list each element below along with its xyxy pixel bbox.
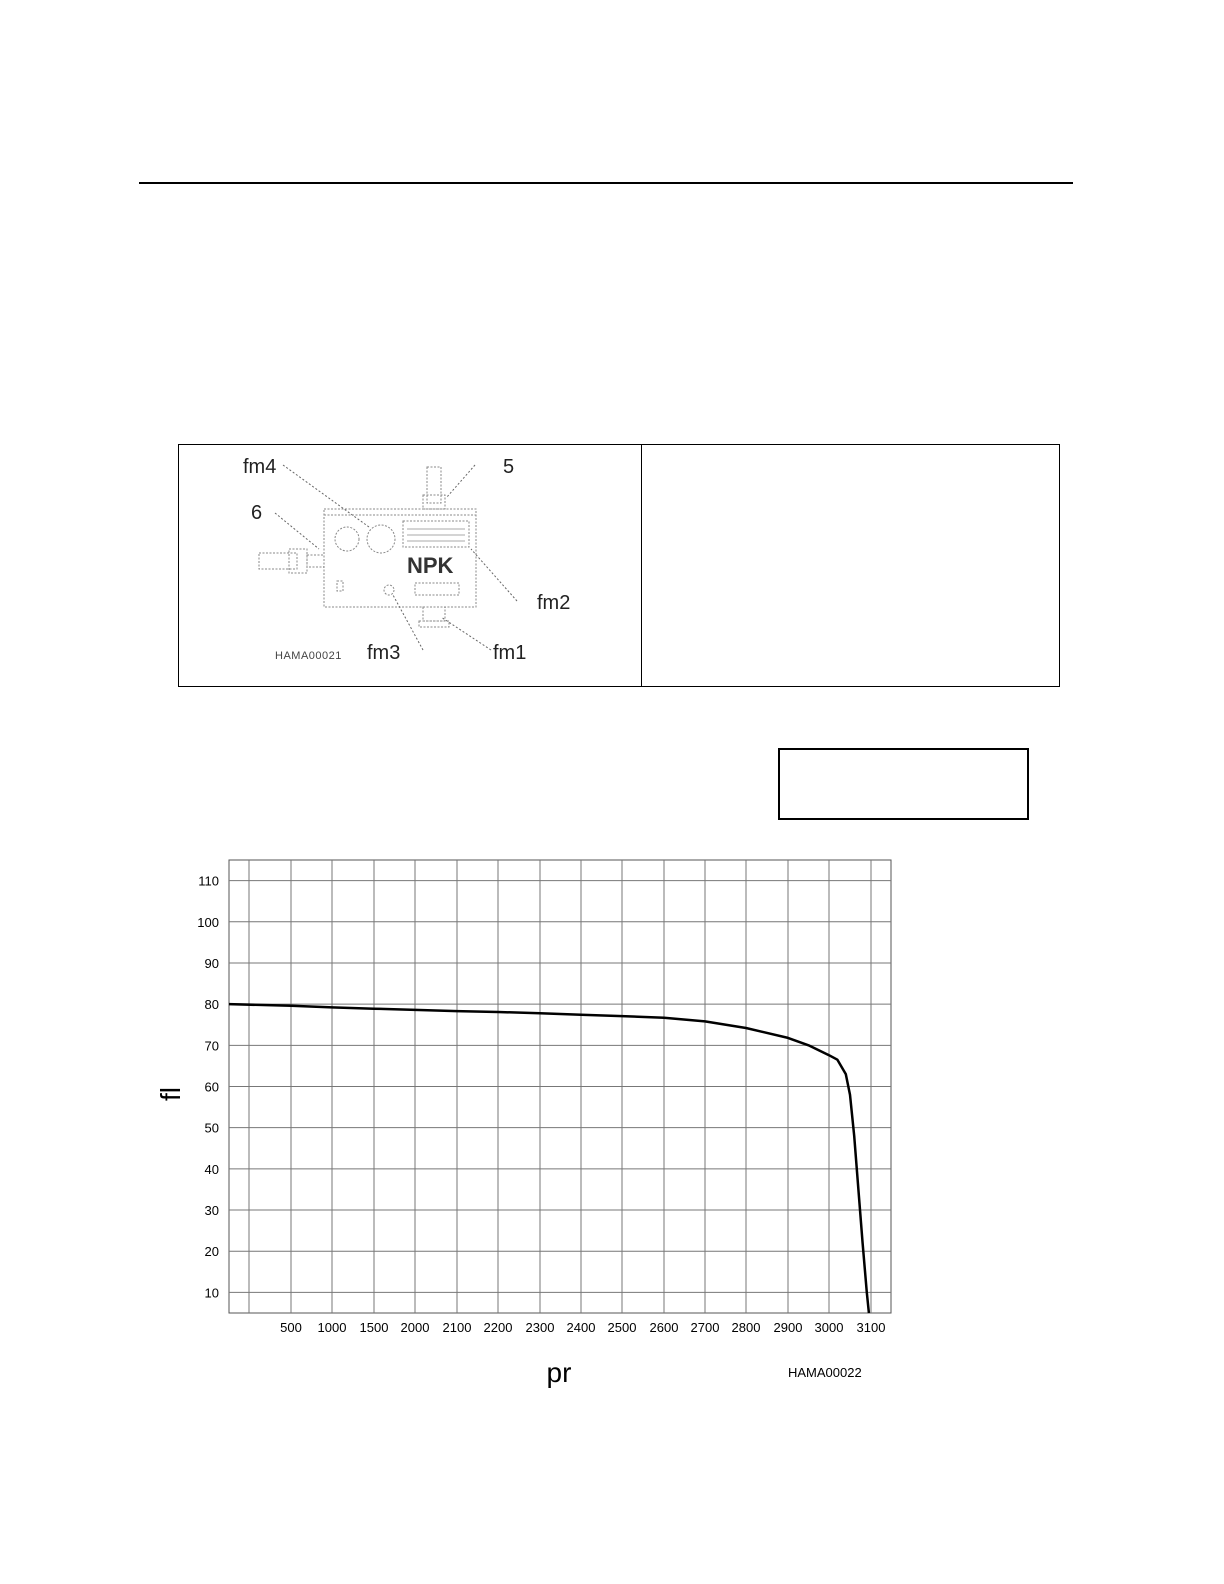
empty-label-box [778, 748, 1029, 820]
y-tick-label: 50 [204, 1120, 219, 1136]
x-tick-label: 2700 [690, 1320, 720, 1335]
chart-ticks [197, 874, 885, 1335]
x-tick-label: 1000 [317, 1320, 347, 1335]
y-tick-label: 20 [204, 1244, 219, 1260]
chart-series [229, 1004, 869, 1313]
y-tick-label: 10 [204, 1285, 219, 1301]
x-tick-label: 1500 [359, 1320, 389, 1335]
chart-grid [229, 860, 891, 1313]
callout-fm2: fm2 [537, 592, 571, 614]
flow-pressure-chart [0, 840, 1224, 1400]
y-tick-label: 110 [198, 873, 219, 889]
y-axis-label: fl [155, 1087, 186, 1101]
x-tick-label: 2100 [442, 1320, 472, 1335]
table-divider [641, 445, 642, 686]
x-tick-label: 2900 [773, 1320, 803, 1335]
x-tick-label: 2300 [525, 1320, 555, 1335]
callout-fm1: fm1 [493, 642, 527, 664]
figure-table [178, 444, 1060, 687]
figure-id: HAMA00021 [275, 650, 342, 662]
callout-6: 6 [251, 502, 263, 524]
x-tick-label: 2400 [566, 1320, 596, 1335]
y-tick-label: 70 [204, 1038, 219, 1054]
header-rule [139, 182, 1073, 184]
x-tick-label: 3000 [814, 1320, 844, 1335]
display-ticks [407, 529, 465, 541]
y-tick-label: 100 [197, 914, 219, 930]
x-tick-label: 2200 [483, 1320, 513, 1335]
npk-logo: NPK [407, 553, 454, 578]
leader-lines [275, 465, 517, 650]
x-axis-label: pr [546, 1357, 572, 1388]
x-tick-label: 2500 [607, 1320, 637, 1335]
x-tick-label: 2000 [400, 1320, 430, 1335]
x-tick-label: 500 [280, 1320, 302, 1335]
y-tick-label: 40 [204, 1161, 219, 1177]
x-tick-label: 2800 [731, 1320, 761, 1335]
callout-fm4: fm4 [243, 456, 277, 478]
series-line [229, 1004, 869, 1313]
callout-5: 5 [503, 456, 515, 478]
unit-diagram [179, 445, 641, 688]
y-tick-label: 80 [204, 997, 219, 1013]
y-tick-label: 60 [204, 1079, 219, 1095]
device-body [259, 467, 476, 627]
chart-figure-id: HAMA00022 [788, 1365, 862, 1380]
callout-fm3: fm3 [367, 642, 401, 664]
y-tick-label: 30 [204, 1203, 219, 1219]
y-tick-label: 90 [204, 955, 219, 971]
x-tick-label: 2600 [649, 1320, 679, 1335]
x-tick-label: 3100 [856, 1320, 886, 1335]
